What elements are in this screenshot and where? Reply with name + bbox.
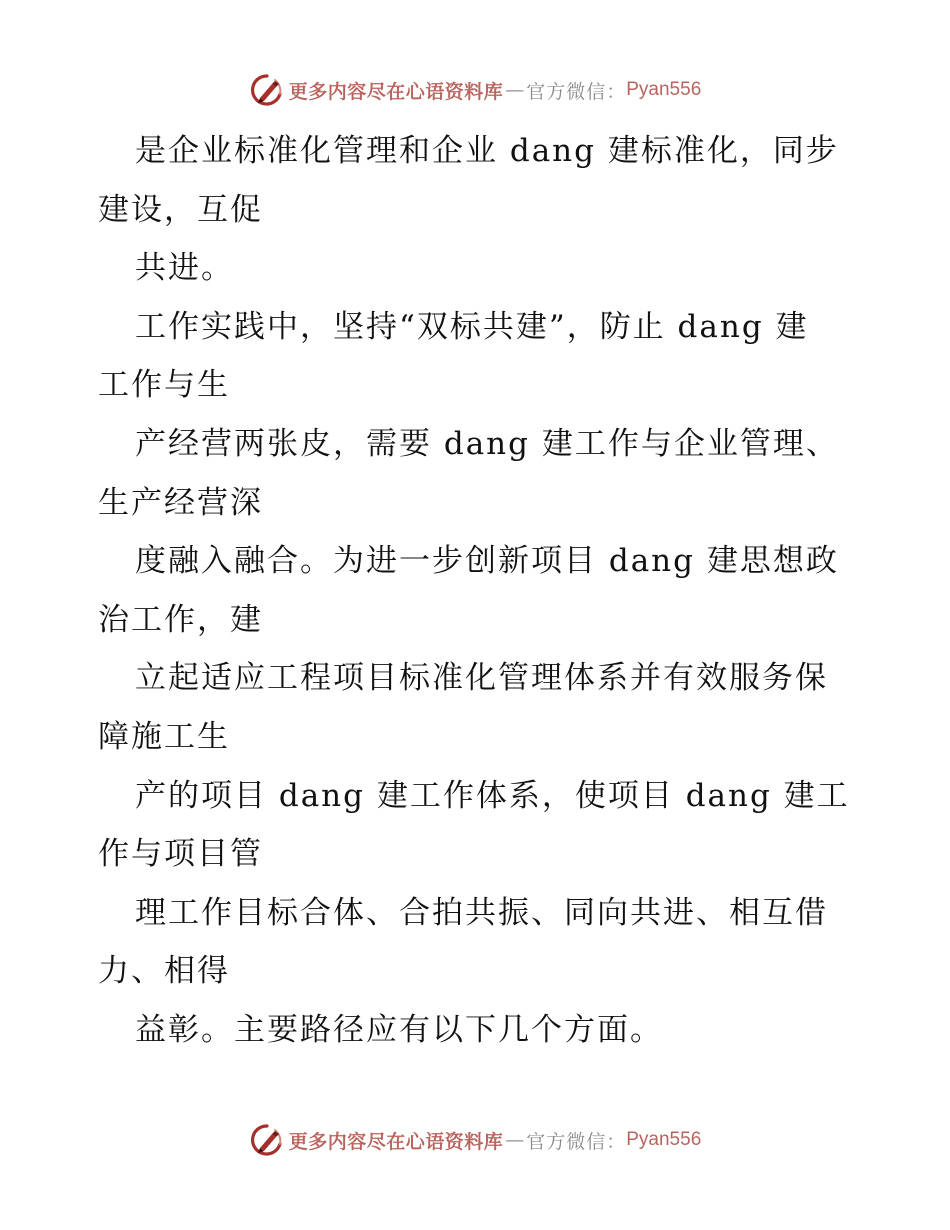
watermark-wechat-label: 官方微信： (526, 1130, 627, 1153)
pen-logo-icon (249, 1122, 285, 1158)
body-text-line: 工作与生 (98, 367, 230, 404)
watermark-dash: — (505, 79, 525, 101)
watermark-wechat-id: Pyan556 (626, 79, 702, 100)
body-text-line: 作与项目管 (98, 836, 263, 873)
body-text-line: 生产经营深 (98, 484, 263, 521)
body-text-line: 理工作目标合体、合拍共振、同向共进、相互借 (135, 894, 828, 931)
watermark-wechat-id: Pyan556 (626, 1129, 702, 1150)
body-text-line: 产的项目 dang 建工作体系，使项目 dang 建工 (135, 777, 850, 814)
watermark-slogan: 更多内容尽在心语资料库 (288, 1130, 504, 1153)
watermark-slogan: 更多内容尽在心语资料库 (288, 80, 504, 103)
footer-watermark (0, 1120, 950, 1160)
body-text-line: 力、相得 (98, 953, 230, 990)
watermark-wechat-label: 官方微信： (526, 80, 627, 103)
watermark-dash: — (505, 1129, 525, 1151)
header-watermark (0, 70, 950, 110)
body-text-line: 益彰。主要路径应有以下几个方面。 (135, 1011, 663, 1048)
body-text-line: 治工作，建 (98, 601, 263, 638)
body-text-line: 障施工生 (98, 718, 230, 755)
body-text-line: 度融入融合。为进一步创新项目 dang 建思想政 (135, 543, 839, 580)
pen-logo-icon (249, 72, 285, 108)
document-body (98, 122, 850, 1060)
body-text-line: 立起适应工程项目标准化管理体系并有效服务保 (135, 660, 828, 697)
body-text-line: 是企业标准化管理和企业 dang 建标准化，同步 (135, 133, 839, 169)
body-text-line: 共进。 (135, 250, 234, 287)
body-text-line: 建设，互促 (98, 191, 263, 228)
body-text-line: 产经营两张皮，需要 dang 建工作与企业管理、 (135, 425, 839, 462)
body-text-line: 工作实践中，坚持“双标共建”，防止 dang 建 (135, 308, 809, 345)
